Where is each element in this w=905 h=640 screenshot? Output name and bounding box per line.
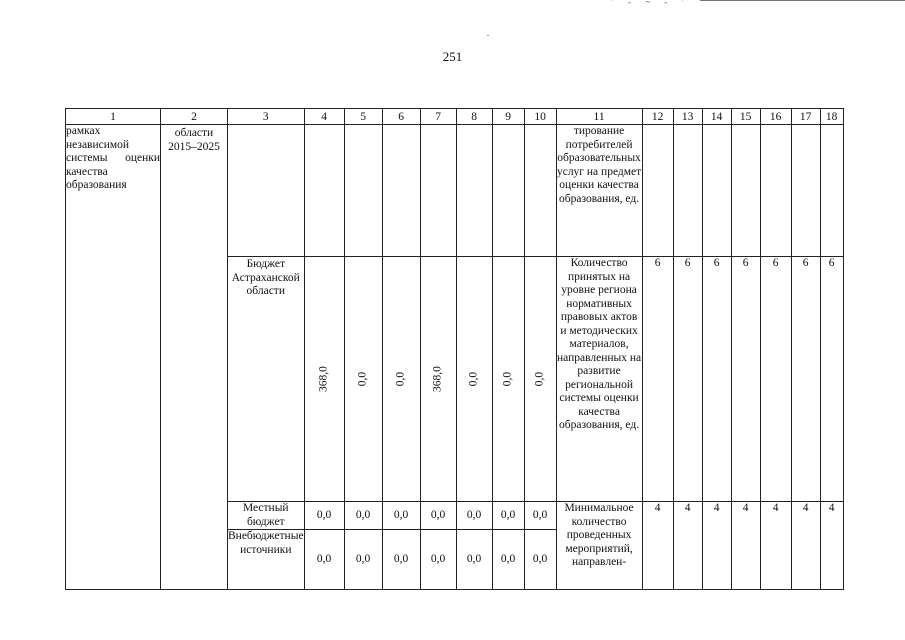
col-header: 7 <box>420 109 456 125</box>
col-header: 8 <box>456 109 492 125</box>
empty-cell <box>456 125 492 257</box>
funding-value: 0,0 <box>356 371 369 387</box>
funding-value-cell <box>382 257 420 502</box>
empty-cell <box>344 125 382 257</box>
funding-value: 0,0 <box>456 530 492 590</box>
empty-cell <box>760 125 791 257</box>
funding-value: 0,0 <box>492 530 524 590</box>
funding-value-cell <box>524 257 556 502</box>
col-header: 15 <box>731 109 760 125</box>
indicator-cell: Минимальное количество проведенных мероприятий, направлен- <box>556 502 642 590</box>
empty-cell <box>702 125 731 257</box>
funding-value: 0,0 <box>394 371 407 387</box>
funding-value: 368,0 <box>431 366 444 392</box>
funding-value: 0,0 <box>304 502 344 530</box>
empty-cell <box>492 125 524 257</box>
empty-cell <box>228 125 305 257</box>
empty-cell <box>673 125 702 257</box>
indicator-value: 4 <box>820 502 843 590</box>
col-header: 16 <box>760 109 791 125</box>
indicator-value: 6 <box>760 257 791 502</box>
funding-value: 0,0 <box>492 502 524 530</box>
col-header: 5 <box>344 109 382 125</box>
scan-speck <box>487 35 489 36</box>
funding-value: 0,0 <box>524 502 556 530</box>
col-header: 12 <box>642 109 673 125</box>
page-number: 251 <box>442 49 463 64</box>
funding-value: 0,0 <box>420 530 456 590</box>
empty-cell <box>420 125 456 257</box>
indicator-value: 6 <box>791 257 820 502</box>
funding-value: 0,0 <box>420 502 456 530</box>
funding-value: 0,0 <box>382 530 420 590</box>
funding-value: 0,0 <box>456 502 492 530</box>
indicator-value: 6 <box>820 257 843 502</box>
empty-cell <box>791 125 820 257</box>
col-header: 3 <box>228 109 305 125</box>
column-number-row <box>66 109 844 125</box>
funding-value: 0,0 <box>382 502 420 530</box>
indicator-value: 4 <box>791 502 820 590</box>
funding-value: 0,0 <box>501 371 514 387</box>
indicator-value: 6 <box>731 257 760 502</box>
funding-value: 0,0 <box>344 530 382 590</box>
empty-cell <box>304 125 344 257</box>
funding-value-cell <box>492 257 524 502</box>
table-row <box>66 125 844 257</box>
indicator-value: 4 <box>702 502 731 590</box>
empty-cell <box>524 125 556 257</box>
col-header: 11 <box>556 109 642 125</box>
period-cell: области 2015–2025 <box>161 125 228 590</box>
empty-cell <box>820 125 843 257</box>
funding-value-cell <box>304 257 344 502</box>
empty-cell <box>642 125 673 257</box>
top-edge-marks: ' - ~ - ' <box>612 0 690 7</box>
funding-value: 0,0 <box>533 371 546 387</box>
program-table <box>65 108 844 590</box>
funding-value-cell <box>420 257 456 502</box>
col-header: 13 <box>673 109 702 125</box>
funding-value-cell <box>456 257 492 502</box>
funding-value: 0,0 <box>304 530 344 590</box>
col-header: 4 <box>304 109 344 125</box>
indicator-value: 6 <box>702 257 731 502</box>
funding-value: 368,0 <box>317 366 330 392</box>
empty-cell <box>731 125 760 257</box>
indicator-cell: Количество принятых на уровне региона нормативных правовых актов и методических материалов, направленных на развитие региональной системы оценки качества образования, ед. <box>556 257 642 502</box>
col-header: 1 <box>66 109 161 125</box>
top-edge-line <box>700 0 905 1</box>
col-header: 17 <box>791 109 820 125</box>
indicator-cell: тирование потребителей образовательных услуг на предмет оценки качества образования, ед. <box>556 125 642 257</box>
activity-name-cell: рамках независимой системы оценки качества образования <box>66 125 161 590</box>
indicator-value: 4 <box>760 502 791 590</box>
col-header: 18 <box>820 109 843 125</box>
funding-value-cell <box>344 257 382 502</box>
funding-source-cell: Бюджет Астраханской области <box>228 257 305 502</box>
col-header: 14 <box>702 109 731 125</box>
indicator-value: 6 <box>642 257 673 502</box>
indicator-value: 4 <box>673 502 702 590</box>
funding-value: 0,0 <box>524 530 556 590</box>
indicator-value: 4 <box>731 502 760 590</box>
col-header: 2 <box>161 109 228 125</box>
indicator-value: 6 <box>673 257 702 502</box>
col-header: 9 <box>492 109 524 125</box>
empty-cell <box>382 125 420 257</box>
col-header: 10 <box>524 109 556 125</box>
indicator-value: 4 <box>642 502 673 590</box>
funding-value: 0,0 <box>467 371 480 387</box>
funding-source-cell: Внебюджетные источники <box>228 530 305 590</box>
funding-source-cell: Местный бюджет <box>228 502 305 530</box>
col-header: 6 <box>382 109 420 125</box>
funding-value: 0,0 <box>344 502 382 530</box>
